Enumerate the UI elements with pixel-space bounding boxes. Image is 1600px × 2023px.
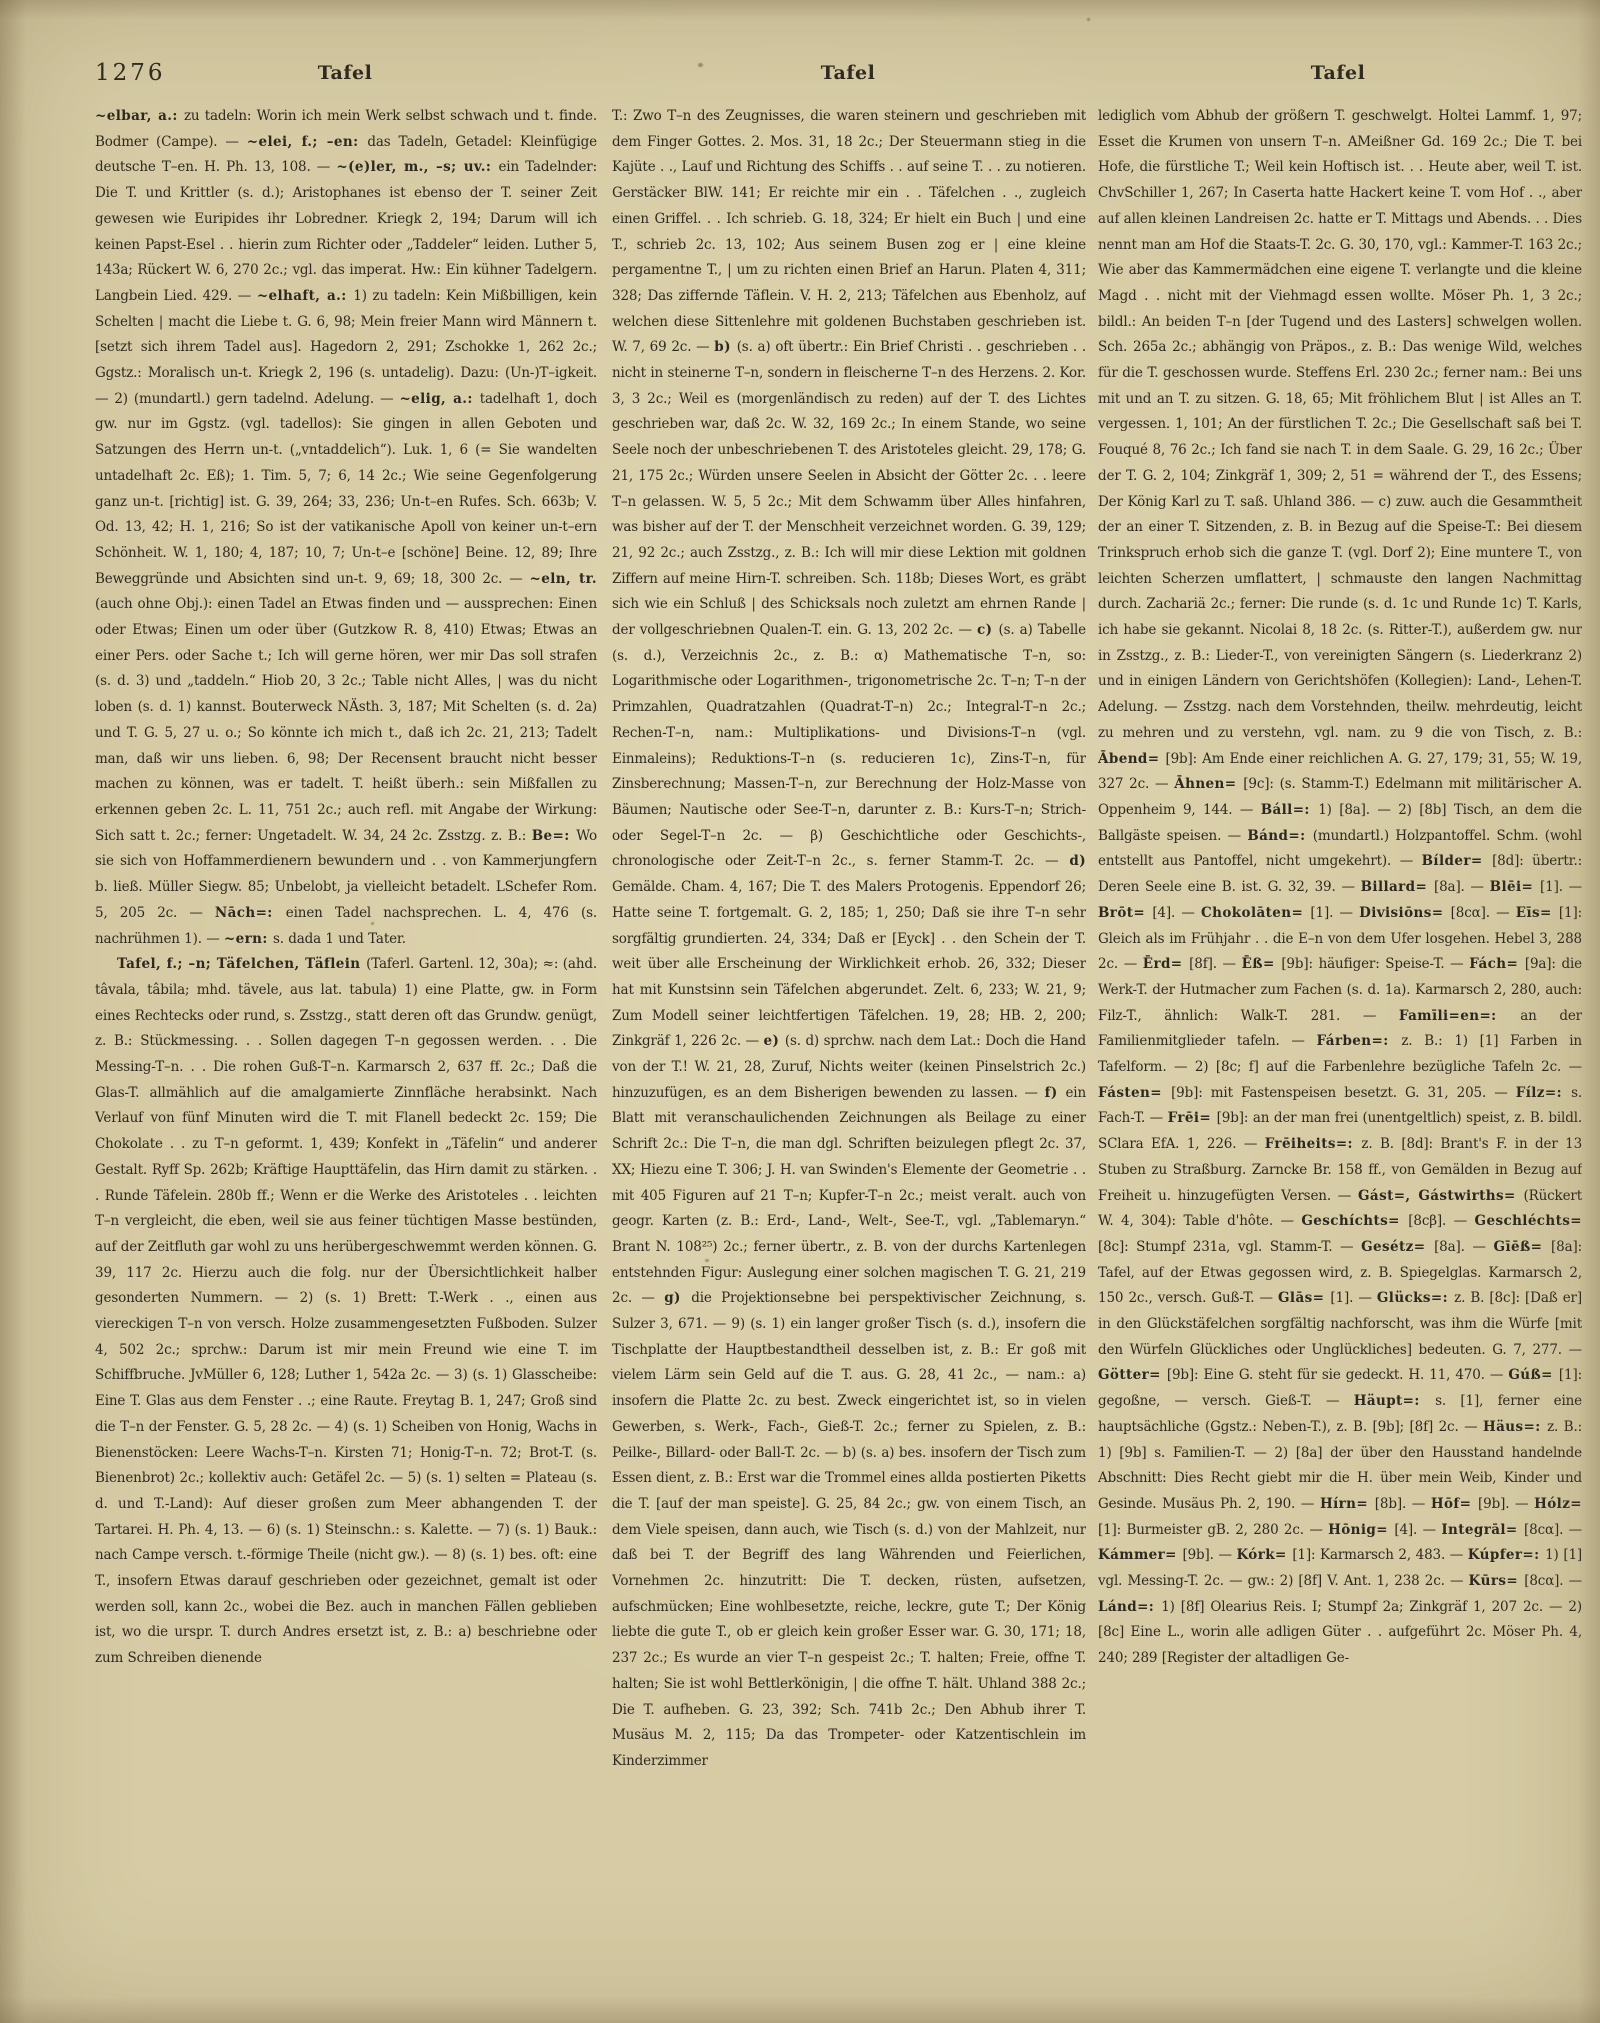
entry-headword: c) bbox=[976, 622, 999, 639]
entry-headword: Āhnen= bbox=[1174, 776, 1244, 793]
text-column-3 bbox=[1098, 104, 1582, 1672]
entry-headword: Hōnig= bbox=[1328, 1521, 1395, 1538]
entry-text: Wo sie sich von Hoffammerdienern bewundern und . . von Kammerjungfern b. ließ. Müller Siegw. 85; Unbelobt, ja vielleicht betadelt. LSchefer Rom. 5, 205 2c. — bbox=[95, 827, 597, 921]
entry-text: s. [1], ferner eine hauptsächliche (Ggstz.: Neben-T.), z. B. [9b]; [8f] 2c. — bbox=[1098, 1393, 1582, 1435]
entry-headword: Götter= bbox=[1098, 1367, 1167, 1384]
entry-text: [1]. — bbox=[1310, 904, 1360, 921]
paper-speck bbox=[1087, 18, 1090, 21]
entry-headword: e) bbox=[763, 1033, 785, 1050]
entry-headword: Geschíchts= bbox=[1301, 1213, 1409, 1230]
entry-headword: Kámmer= bbox=[1098, 1547, 1183, 1564]
text-column-1 bbox=[95, 104, 597, 1672]
entry-text: [1]: Burmeister gB. 2, 280 2c. — bbox=[1098, 1521, 1329, 1538]
entry-text: [8cα]. — bbox=[1524, 1521, 1582, 1538]
entry-text: [1]: Karmarsch 2, 483. — bbox=[1292, 1547, 1468, 1564]
entry-headword: Bánd=: bbox=[1247, 827, 1313, 844]
entry-headword: Kúpfer=: bbox=[1467, 1547, 1546, 1564]
entry-headword: Integrāl= bbox=[1441, 1521, 1525, 1538]
entry-text: [8c]: Stumpf 231a, vgl. Stamm-T. — bbox=[1098, 1238, 1362, 1255]
entry-text: ein Blatt mit veranschaulichenden Zeichnungen als Beilage zu einer Schrift 2c.: Die T–n, die man dgl. Schriften beizulegen pflegt 2c. 37, XX; Hiezu eine T. 306; J. H. van Swinden's Elemente der Geometrie . . mit 405 Figuren auf 21 T–n; Kupfer-T–n 2c.; meist veralt. auch von geogr. Karten (z. B.: Erd-, Land-, Welt-, See-T., vgl. „Tablemaryn.“ Brant N. 108²⁵) 2c.; ferner übertr., z. B. von der durchs Kartenlegen entstehnden Figur: Auslegung einer solchen magischen T. G. 21, 219 2c. — bbox=[612, 1084, 1086, 1307]
entry-headword: d) bbox=[1069, 853, 1086, 870]
entry-text: [8a]. — bbox=[1434, 1238, 1494, 1255]
entry-headword: Ēß= bbox=[1241, 956, 1282, 973]
entry-text: [9b]: Eine G. steht für sie gedeckt. H. 11, 470. — bbox=[1166, 1367, 1509, 1384]
entry-text: (mundartl.) Holzpantoffel. Schm. (wohl entstellt aus Pantoffel, nicht umgekehrt). — bbox=[1098, 827, 1582, 870]
entry-text: [8cα]. — bbox=[1450, 904, 1516, 921]
entry-text: z. B.: 1) [9b] s. Familien-T. — 2) [8a] der über den Hausstand handelnde Abschnitt: Dies Recht giebt mir die H. über mein Weib, Kinder und Gesinde. Musäus Ph. 2, 190. — bbox=[1098, 1418, 1582, 1512]
entry-text: s. dada 1 und Tater. bbox=[273, 930, 406, 947]
entry-headword: Geschléchts= bbox=[1474, 1213, 1582, 1230]
entry-text: (Taferl. Gartenl. 12, 30a); ≈: (ahd. tâvala, tâbila; mhd. tävele, aus lat. tabula) 1) eine Platte, gw. in Form eines Rechtecks oder rund, s. Zsstzg., statt deren oft das Grundw. genügt, z. B.: Stückmessing. . . Sollen dagegen T–n gegossen werden. . . Die Messing-T–n. . . Die rohen Guß-T–n. Karmarsch 2, 637 ff. 2c.; Daß die Glas-T. allmählich auf die amalgamierte Zinnfläche herabsinkt. Nach Verlauf von fünf Minuten wird die T. mit Flanell bedeckt 2c. 159; Die Chokolate . . zu T–n geformt. 1, 439; Konfekt in „Täfelin“ und anderer Gestalt. Ryff Sp. 262b; Kräftige Haupttäfelin, das Hirn damit zu stärken. . . Runde Täfelein. 280b ff.; Wenn er die Werke des Aristoteles . . leichten T–n vergleicht, die eben, weil sie aus feiner tüchtigen Masse bestünden, auf der Zeitfluth gar wohl zu uns herübergeschwemmt werden können. G. 39, 117 2c. Hierzu auch die folg. nur der Übersichtlichkeit halber gesonderten Nummern. — 2) (s. 1) Brett: T.-Werk . ., einen aus viereckigen T–n von versch. Holze zusammengesetzten Fußboden. Sulzer 4, 502 2c.; sprchw.: Darum ist mir mein Freund wie eine T. im Schiffbruche. JvMüller 6, 128; Luther 1, 542a 2c. — 3) (s. 1) Glasscheibe: Eine T. Glas aus dem Fenster . .; eine Raute. Freytag B. 1, 247; Groß sind die T–n der Fenster. G. 5, 28 2c. — 4) (s. 1) Scheiben von Honig, Wachs in Bienenstöcken: Leere Wachs-T–n. Kirsten 71; Honig-T–n. 72; Brot-T. (s. Bienenbrot) 2c.; kollektiv auch: Getäfel 2c. — 5) (s. 1) selten = Plateau (s. d. und T.-Land): Auf dieser großen zum Meer abhangenden T. der Tartarei. H. Ph. 4, 13. — 6) (s. 1) Steinschn.: s. Kalette. — 7) (s. 1) Bauk.: nach Campe versch. t.-förmige Theile (nicht gw.). — 8) (s. 1) bes. oft: eine T., insofern Etwas darauf geschrieben oder gezeichnet, gemalt ist oder werden soll, kann 2c., wobei die Bez. auch in manchen Fällen geblieben ist, wo die urspr. T. durch Andres ersetzt ist, z. B.: a) beschriebne oder zum Schreiben dienende bbox=[95, 956, 597, 1667]
entry-headword: Gúß= bbox=[1508, 1367, 1559, 1384]
page-number: 1276 bbox=[95, 60, 166, 86]
entry-headword: Gīēß= bbox=[1493, 1238, 1552, 1255]
entry-headword: Hírn= bbox=[1319, 1495, 1375, 1512]
entry-text: [9b]: Am Ende einer reichlichen A. G. 27, 179; 31, 55; W. 19, 327 2c. — bbox=[1098, 750, 1582, 793]
entry-headword: ~ern: bbox=[223, 930, 274, 947]
entry-text: (auch ohne Obj.): einen Tadel an Etwas finden und — aussprechen: Einen oder Etwas; Einen um oder über (Gutzkow R. 8, 410) Etwas; Etwas an einer Pers. oder Sache t.; Ich will gerne hören, wer mir Das soll strafen (s. d. 3) und „taddeln.“ Hiob 20, 3 2c.; Table nicht Alles, | was du nicht loben (s. d. 1) kannst. Bouterweck NÄsth. 3, 187; Mit Schelten (s. d. 2a) und T. G. 5, 27 u. o.; So könnte ich mich t., daß ich 2c. 21, 213; Tadelt man, daß wir uns lieben. 6, 98; Der Recensent braucht nicht besser machen zu können, was er tadelt. T. heißt überh.: sein Mißfallen zu erkennen geben 2c. L. 11, 751 2c.; auch refl. mit Angabe der Wirkung: Sich satt t. 2c.; ferner: Ungetadelt. W. 34, 24 2c. Zsstzg. z. B.: bbox=[95, 596, 597, 844]
entry-text: zu tadeln: Worin ich mein Werk selbst schwach und t. finde. Bodmer (Campe). — bbox=[95, 108, 597, 150]
entry-text: [9c]: (s. Stamm-T.) Edelmann mit militärischer A. Oppenheim 9, 144. — bbox=[1098, 776, 1582, 818]
entry-headword: Tafel, f.; –n; Täfelchen, Täflein bbox=[117, 956, 367, 973]
entry-text: ein Tadelnder: Die T. und Krittler (s. d.); Aristophanes ist ebenso der T. seiner Zeit gewesen wie Euripides ihr Lobredner. Kriegk 2, 194; Darum will ich keinen Papst-Esel . . hierin zum Richter oder „Taddeler“ leiden. Luther 5, 143a; Rückert W. 6, 270 2c.; vgl. das imperat. Hw.: Ein kühner Tadelgern. Langbein Lied. 429. — bbox=[95, 159, 597, 304]
entry-text: [9b]. — bbox=[1478, 1495, 1535, 1512]
entry-text: [1]: Gleich als im Frühjahr . . die E–n von dem Ufer losgehen. Hebel 3, 288 2c. — bbox=[1098, 904, 1582, 973]
entry-text: [1]. — bbox=[1540, 879, 1582, 896]
entry-headword: Bílder= bbox=[1421, 853, 1493, 870]
entry-headword: Chokolāten= bbox=[1201, 904, 1311, 921]
entry-text: 1) zu tadeln: Kein Mißbilligen, kein Schelten | macht die Liebe t. G. 6, 98; Mein freier Mann wird Männern t. [setzt sich ihrem Tadel aus]. Hagedorn 2, 291; Zschokke 1, 262 2c.; Ggstz.: Moralisch un-t. Kriegk 2, 196 (s. untadelig). Dazu: (Un-)T–igkeit. — 2) (mundartl.) gern tadelnd. Adelung. — bbox=[95, 287, 597, 407]
entry-headword: Nāch=: bbox=[214, 904, 286, 921]
entry-text: z. B. [8d]: Brant's F. in der 13 Stuben zu Straßburg. Zarncke Br. 158 ff., von Gemälden in Bezug auf Freiheit u. hinzugefügten Versen. — bbox=[1098, 1136, 1582, 1204]
entry-text: 1) [1] vgl. Messing-T. 2c. — gw.: 2) [8f] V. Ant. 1, 238 2c. — bbox=[1098, 1547, 1582, 1590]
entry-headword: ~elhaft, a.: bbox=[256, 287, 354, 304]
entry-headword: Báll=: bbox=[1260, 801, 1319, 818]
entry-paragraph bbox=[95, 952, 597, 1672]
entry-headword: Glās= bbox=[1277, 1290, 1331, 1307]
text-column-2 bbox=[612, 104, 1086, 1775]
entry-text: [9a]: die Werk-T. der Hutmacher zum Fachen (s. d. 1a). Karmarsch 2, 280, auch: Filz-T., ähnlich: Walk-T. 281. — bbox=[1098, 956, 1582, 1024]
running-head-column-2: Tafel bbox=[820, 62, 876, 84]
entry-text: [8a]: Tafel, auf der Etwas gegossen wird, z. B. Spiegelglas. Karmarsch 2, 150 2c., versch. Guß-T. — bbox=[1098, 1238, 1582, 1307]
entry-headword: Glücks=: bbox=[1376, 1290, 1455, 1307]
entry-text: [4]. — bbox=[1394, 1521, 1442, 1538]
entry-text: [1]. — bbox=[1330, 1290, 1377, 1307]
entry-text: (s. a) oft übertr.: Ein Brief Christi . . geschrieben . . nicht in steinerne T–n, sondern in fleischerne T–n des Herzens. 2. Kor. 3, 3 2c.; Weil es (morgenländisch zu reden) auf der T. des Lichtes geschrieben war, daß 2c. W. 32, 169 2c.; In einem Stande, wo seine Seele noch der unbeschriebenen T. des Aristoteles gleicht. 29, 178; G. 21, 175 2c.; Würden unsere Seelen in Absicht der Götter 2c. . . leere T–n gelassen. W. 5, 5 2c.; Mit dem Schwamm über Alles hinfahren, was bisher auf der T. der Menschheit verzeichnet worden. G. 39, 129; 21, 92 2c.; auch Zsstzg., z. B.: Ich will mir diese Lektion mit goldnen Ziffern auf meine Hirn-T. schreiben. Sch. 118b; Dieses Wort, es gräbt sich wie ein Schluß | des Schicksals noch zuletzt am ehrnen Rande | der vollgeschriebnen Qualen-T. ein. G. 13, 202 2c. — bbox=[612, 339, 1086, 639]
entry-headword: Fách= bbox=[1469, 956, 1525, 973]
entry-text: [8f]. — bbox=[1189, 956, 1242, 973]
entry-paragraph bbox=[612, 104, 1086, 1775]
entry-text: [9b]. — bbox=[1182, 1547, 1237, 1564]
paper-speck bbox=[698, 63, 703, 67]
entry-headword: Brōt= bbox=[1098, 904, 1153, 921]
entry-headword: Frēi= bbox=[1167, 1110, 1217, 1127]
entry-paragraph bbox=[95, 104, 597, 952]
entry-headword: Hōf= bbox=[1430, 1495, 1479, 1512]
entry-headword: Famīli=en=: bbox=[1398, 1007, 1521, 1024]
entry-headword: Gesétz= bbox=[1361, 1238, 1435, 1255]
entry-headword: Häus=: bbox=[1482, 1418, 1548, 1435]
entry-headword: Fílz=: bbox=[1515, 1084, 1572, 1101]
entry-text: tadelhaft 1, doch gw. nur im Ggstz. (vgl. tadellos): Sie gingen in allen Geboten und Satzungen des Herrn un-t. („vntaddelich“). Luk. 1, 6 (= Sie wandelten untadelhaft 2c. Eß); 1. Tim. 5, 7; 6, 14 2c.; Wie seine Gegenfolgerung ganz un-t. [richtig] ist. G. 39, 264; 33, 236; Un-t–en Rufes. Sch. 663b; V. Od. 13, 42; H. 1, 216; So ist der vatikanische Apoll von keiner un-t–ern Schönheit. W. 1, 180; 4, 187; 10, 7; Un-t–e [schöne] Beine. 12, 89; Ihre Beweggründe und Absichten sind un-t. 9, 69; 18, 300 2c. — bbox=[95, 390, 597, 587]
entry-text: Gemälde. Cham. 4, 167; Die T. des Malers Protogenis. Eppendorf 26; Hatte seine T. fortgemalt. G. 2, 185; 1, 250; Daß sie ihre T–n sehr sorgfältig grundierten. 24, 334; Daß er [Eyck] . . den Schein der T. weit über alle Erscheinung der Wirklichkeit erhob. 26, 332; Dieser hat mit Kunstsinn sein Täfelchen abgerundet. Zelt. 6, 233; W. 21, 9; Zum Modell seiner leichtfertigen Täfelchen. 19, 28; HB. 2, 200; Zinkgräf 1, 226 2c. — bbox=[612, 879, 1086, 1050]
running-head-column-3: Tafel bbox=[1310, 62, 1366, 84]
entry-text: [1]: gegoßne, — versch. Gieß-T. — bbox=[1098, 1367, 1582, 1410]
entry-text: s. Fach-T. — bbox=[1098, 1084, 1582, 1127]
entry-headword: Häupt=: bbox=[1353, 1393, 1436, 1410]
entry-headword: Ērd= bbox=[1142, 956, 1190, 973]
entry-headword: ~elig, a.: bbox=[399, 390, 480, 407]
entry-headword: ~elbar, a.: bbox=[95, 108, 184, 124]
entry-headword: Kūrs= bbox=[1468, 1573, 1525, 1590]
entry-text: die Projektionsebne bei perspektivischer Zeichnung, s. Sulzer 3, 671. — 9) (s. 1) ein langer großer Tisch (s. d.), insofern die Tischplatte der Hauptbestandtheil desselben ist, z. B.: Er goß mit vielem Lärm sein Geld auf die T. aus. G. 28, 41 2c., — nam.: a) insofern die Platte 2c. zu best. Zweck eingerichtet ist, so in vielen Gewerben, s. Werk-, Fach-, Gieß-T. 2c.; ferner zu Spielen, z. B.: Peilke-, Billard- oder Ball-T. 2c. — b) (s. a) bes. insofern der Tisch zum Essen dient, z. B.: Erst war die Trommel eines allda postierten Piketts die T. [auf der man speiste]. G. 25, 84 2c.; gw. von einem Tisch, an dem Viele speisen, dann auch, wie Tisch (s. d.) von der Mahlzeit, nur daß bei T. der Begriff des lang Währenden und Feierlichen, Vornehmen 2c. hinzutritt: Die T. decken, rüsten, aufsetzen, aufschmücken; Eine wohlbesetzte, reiche, leckre, gute T.; Der König liebte die gute T., ob er gleich kein großer Esser war. G. 30, 171; 18, 237 2c.; Es wurde an vier T–n gespeist 2c.; T. halten; Freie, offne T. halten; Sie ist wohl Bettlerkönigin, | die offne T. hält. Uhland 388 2c.; Die T. aufheben. G. 23, 392; Sch. 741b 2c.; Den Abhub ihrer T. Musäus M. 2, 115; Da das Trompeter- oder Katzentischlein im Kinderzimmer bbox=[612, 1290, 1086, 1769]
entry-text: [8d]: übertr.: Deren Seele eine B. ist. G. 32, 39. — bbox=[1098, 853, 1582, 896]
entry-headword: Divisiōns= bbox=[1359, 904, 1451, 921]
entry-headword: f) bbox=[1044, 1084, 1066, 1101]
running-head-column-1: Tafel bbox=[317, 62, 373, 84]
entry-headword: Ābend= bbox=[1098, 750, 1166, 767]
entry-headword: Blēi= bbox=[1489, 879, 1541, 896]
entry-text: einen Tadel nachsprechen. L. 4, 476 (s. nachrühmen 1). — bbox=[95, 904, 597, 947]
entry-headword: Be=: bbox=[531, 827, 577, 844]
entry-text: (s. a) Tabelle (s. d.), Verzeichnis 2c., z. B.: α) Mathematische T–n, so: Logarithmische oder Logarithmen-, trigonometrische 2c. T–n; T–n der Primzahlen, Quadratzahlen (Quadrat-T–n) 2c.; Integral-T–n 2c.; Rechen-T–n, nam.: Multiplikations- und Divisions-T–n (vgl. Einmaleins); Reduktions-T–n (s. reducieren 1c), Zins-T–n, für Zinsberechnung; Massen-T–n, zur Berechnung der Holz-Masse von Bäumen; Nautische oder See-T–n, darunter z. B.: Kurs-T–n; Strich- oder Segel-T–n 2c. — β) Geschichtliche oder Geschichts-, chronologische oder Zeit-T–n 2c., s. ferner Stamm-T. 2c. — bbox=[612, 622, 1086, 870]
entry-headword: Frēiheits=: bbox=[1264, 1136, 1362, 1153]
entry-text: (Rückert W. 4, 304): Table d'hôte. — bbox=[1098, 1187, 1582, 1230]
entry-text: z. B. [8c]: [Daß er] in den Glückstäfelchen sorgfältig nachforscht, was ihm die Würfe [mit den Würfeln Glückliches oder Unglückliches] bedeuten. G. 7, 277. — bbox=[1098, 1290, 1582, 1358]
entry-text: [9b]: mit Fastenspeisen besetzt. G. 31, 205. — bbox=[1171, 1084, 1516, 1101]
entry-text: 1) [8f] Olearius Reis. I; Stumpf 2a; Zinkgräf 1, 207 2c. — 2) [8c] Eine L., worin alle adligen Güter . . aufgeführt 2c. Möser Ph. 4, 240; 289 [Register der altadligen Ge- bbox=[1098, 1598, 1582, 1667]
entry-text: das Tadeln, Getadel: Kleinfügige deutsche T–en. H. Ph. 13, 108. — bbox=[95, 133, 597, 176]
entry-headword: Fárben=: bbox=[1316, 1033, 1402, 1050]
entry-headword: Gást=, Gástwirths= bbox=[1358, 1187, 1524, 1204]
entry-headword: Eīs= bbox=[1515, 904, 1559, 921]
entry-headword: Lánd=: bbox=[1098, 1598, 1162, 1615]
entry-text: T.: Zwo T–n des Zeugnisses, die waren steinern und geschrieben mit dem Finger Gottes. 2. Mos. 31, 18 2c.; Der Steuermann stieg in die Kajüte . ., Lauf und Richtung des Schiffs . . auf seine T. . . zu notieren. Gerstäcker BlW. 141; Er reichte mir ein . . Täfelchen . ., zugleich einen Griffel. . . Ich schrieb. G. 18, 324; Er hielt ein Buch | und eine T., schrieb 2c. 13, 102; Aus seinem Busen zog er | eine kleine pergamentne T., | um zu richten einen Brief an Harun. Platen 4, 311; 328; Das ziffernde Täflein. V. H. 2, 213; Täfelchen aus Ebenholz, auf welchen diese Sittenlehre mit goldenen Buchstaben geschrieben ist. W. 7, 69 2c. — bbox=[612, 108, 1086, 356]
entry-headword: ~(e)ler, m., –s; uv.: bbox=[336, 159, 499, 176]
entry-headword: ~elei, f.; –en: bbox=[246, 133, 368, 150]
entry-text: an der Familienmitglieder tafeln. — bbox=[1098, 1007, 1582, 1050]
entry-text: [9b]: an der man frei (unentgeltlich) speist, z. B. bildl. SClara EfA. 1, 226. — bbox=[1098, 1110, 1582, 1153]
entry-text: [8cβ]. — bbox=[1408, 1213, 1475, 1230]
entry-text: lediglich vom Abhub der größern T. geschwelgt. Holtei Lammf. 1, 97; Esset die Krumen von unsern T–n. AMeißner Gd. 169 2c.; Die T. bei Hofe, die fürstliche T.; Weil kein Hoftisch ist. . . Heute aber, weil T. ist. ChvSchiller 1, 267; In Caserta hatte Hackert keine T. vom Hof . ., aber auf allen kleinen Landreisen 2c. hatte er T. Mittags und Abends. . . Dies nennt man am Hof die Staats-T. 2c. G. 30, 170, vgl.: Kammer-T. 163 2c.; Wie aber das Kammermädchen eine eigene T. verlangte und die kleine Magd . . nicht mit der Viehmagd essen wollte. Möser Ph. 1, 3 2c.; bildl.: An beiden T–n [der Tugend und des Lasters] schwelgen wollen. Sch. 265a 2c.; abhängig von Präpos., z. B.: Das wenige Wild, welches für die T. geschossen wurde. Steffens Erl. 230 2c.; ferner nam.: Bei uns mit und an T. zu sitzen. G. 18, 65; Mit fröhlichem Blut | ist Alles an T. vergessen. 1, 101; An der fürstlichen T. 2c.; Die Gesellschaft saß bei T. Fouqué 8, 76 2c.; Ich fand sie nach T. in dem Saale. G. 29, 16 2c.; Über der T. G. 2, 104; Zinkgräf 1, 309; 2, 51 = während der T., des Essens; Der König Karl zu T. saß. Uhland 386. — c) zuw. auch die Gesammtheit der an einer T. Sitzenden, z. B. in Bezug auf die Speise-T.: Bei diesem Trinkspruch erhob sich die ganze T. (vgl. Dorf 2); Eine muntere T., von leichten Scherzen umflattert, | schmauste den langen Nachmittag durch. Zachariä 2c.; ferner: Die runde (s. d. 1c und Runde 1c) T. Karls, ich habe sie gekannt. Nicolai 8, 18 2c. (s. Ritter-T.), außerdem gw. nur in Zsstzg., z. B.: Lieder-T., von vereinigten Sängern (s. Liederkranz 2) und in einigen Ländern von Gerichtshöfen (Kollegien): Land-, Lehen-T. Adelung. — Zsstzg. nach dem Vorstehnden, theilw. mehrdeutig, leicht zu mehren und zu verstehn, vgl. nam. zu 9 die von Tisch, z. B.: bbox=[1098, 108, 1582, 741]
entry-text: 1) [8a]. — 2) [8b] Tisch, an dem die Ballgäste speisen. — bbox=[1098, 801, 1582, 844]
entry-headword: Hólz= bbox=[1534, 1495, 1582, 1512]
entry-headword: Billard= bbox=[1360, 879, 1434, 896]
entry-text: [4]. — bbox=[1152, 904, 1202, 921]
entry-text: z. B.: 1) [1] Farben in Tafelform. — 2) [8c; f] auf die Farbenlehre bezügliche Tafeln 2c. — bbox=[1098, 1033, 1582, 1076]
entry-headword: Kórk= bbox=[1236, 1547, 1293, 1564]
entry-headword: Fásten= bbox=[1098, 1084, 1172, 1101]
entry-headword: g) bbox=[664, 1290, 692, 1307]
entry-text: [8cα]. — bbox=[1524, 1573, 1582, 1590]
entry-text: [9b]: häufiger: Speise-T. — bbox=[1281, 956, 1470, 973]
entry-text: [8b]. — bbox=[1374, 1495, 1431, 1512]
entry-text: (s. d) sprchw. nach dem Lat.: Doch die Hand von der T.! W. 21, 28, Zuruf, Nichts weiter (keinen Pinselstrich 2c.) hinzuzufügen, es an dem Bisherigen bewenden zu lassen. — bbox=[612, 1033, 1086, 1101]
entry-paragraph bbox=[1098, 104, 1582, 1672]
entry-headword: ~eln, tr. bbox=[529, 570, 597, 587]
entry-text: [8a]. — bbox=[1433, 879, 1490, 896]
entry-headword: b) bbox=[714, 339, 737, 356]
